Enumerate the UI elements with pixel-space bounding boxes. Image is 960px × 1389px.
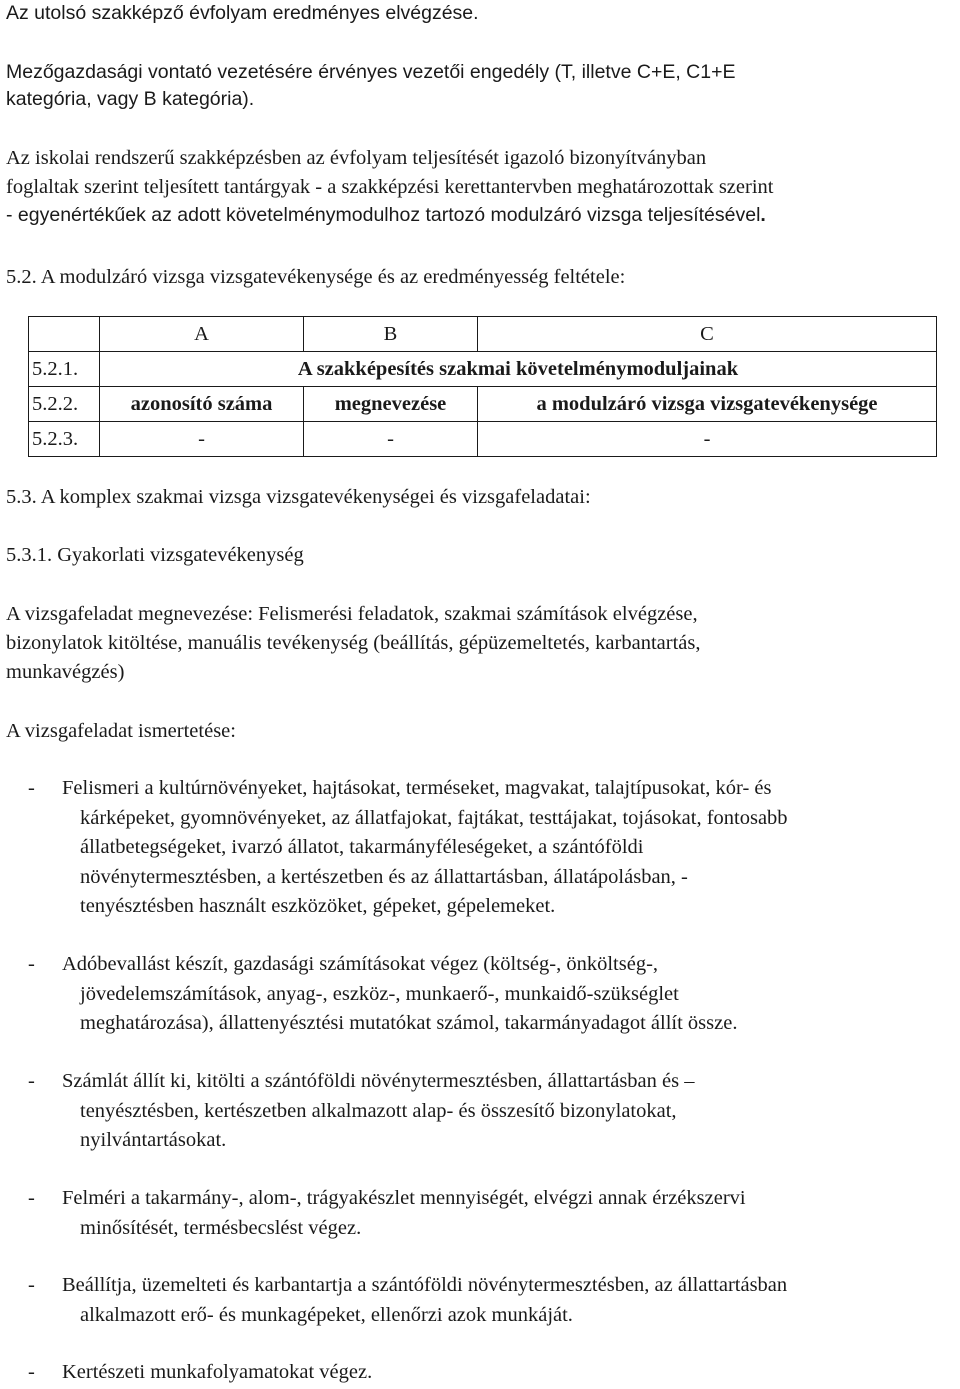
list-item bbox=[6, 774, 956, 922]
section-5-3-1-title: Gyakorlati vizsgatevékenység bbox=[57, 544, 304, 566]
table-row-2-num: 5.2.2. bbox=[29, 387, 100, 422]
table-row-3-c: - bbox=[478, 422, 937, 457]
bullet-1-line-4: növénytermesztésben, a kertészetben és az állattartásban, állatápolásban, - bbox=[80, 865, 688, 888]
bullet-1-line-1: Felismeri a kultúrnövényeket, hajtásokat, terméseket, magvakat, talajtípusokat, kór- és bbox=[62, 777, 772, 799]
table-row bbox=[29, 422, 937, 457]
task-name-line-1: A vizsgafeladat megnevezése: Felismerési feladatok, szakmai számítások elvégzése, bbox=[6, 603, 698, 625]
bullet-2-line-1: Adóbevallást készít, gazdasági számításokat végez (költség-, önköltség-, bbox=[62, 953, 659, 975]
bullet-5-line-1: Beállítja, üzemelteti és karbantartja a szántóföldi növénytermesztésben, az állattartásban bbox=[62, 1274, 788, 1296]
list-item bbox=[6, 950, 956, 1039]
section-5-2-title: A modulzáró vizsga vizsgatevékenysége és az eredményesség feltétele: bbox=[40, 266, 626, 288]
table-header-num bbox=[29, 317, 100, 352]
table-row-2-a: azonosító száma bbox=[100, 387, 304, 422]
bullet-6-line-1: Kertészeti munkafolyamatokat végez. bbox=[62, 1361, 373, 1383]
bullet-dash: - bbox=[28, 953, 35, 975]
bullet-1-line-5: tenyésztésben használt eszközöket, gépeket, gépelemeket. bbox=[80, 895, 556, 917]
section-5-3-1-heading bbox=[6, 542, 304, 568]
bullet-dash: - bbox=[28, 1361, 35, 1383]
table-row-3-b: - bbox=[304, 422, 478, 457]
header-line-3: kategória, vagy B kategória). bbox=[6, 88, 255, 110]
bullet-1-line-2: kárképeket, gyomnövényeket, az állatfajokat, fajtákat, testtájakat, tojásokat, fontosabb bbox=[80, 806, 788, 829]
bullet-dash: - bbox=[28, 777, 35, 799]
bullet-dash: - bbox=[28, 1187, 35, 1209]
module-exam-table bbox=[28, 316, 937, 457]
bullet-3-line-3: nyilvántartásokat. bbox=[80, 1129, 227, 1151]
paragraph-1-line-2: foglaltak szerint teljesített tantárgyak - a szakképzési kerettantervben meghatározottak szerint bbox=[6, 176, 774, 198]
paragraph-1-line-1: Az iskolai rendszerű szakképzésben az évfolyam teljesítését igazoló bizonyítványban bbox=[6, 147, 707, 169]
paragraph-1-line-3 bbox=[6, 202, 766, 228]
bullet-4-line-2: minősítését, termésbecslést végez. bbox=[80, 1216, 362, 1239]
table-row-3-a: - bbox=[100, 422, 304, 457]
table-row bbox=[29, 387, 937, 422]
section-5-3-heading bbox=[6, 484, 591, 510]
paragraph-1-end-mark: . bbox=[760, 204, 766, 226]
table-header-row bbox=[29, 317, 937, 352]
header-line-2: Mezőgazdasági vontató vezetésére érvényes vezetői engedély (T, illetve C+E, C1+E bbox=[6, 61, 736, 83]
bullet-3-line-2: tenyésztésben, kertészetben alkalmazott alap- és összesítő bizonylatokat, bbox=[80, 1099, 677, 1122]
list-item bbox=[6, 1067, 956, 1156]
bullet-dash: - bbox=[28, 1274, 35, 1296]
table-row-1-merged: A szakképesítés szakmai követelménymoduljainak bbox=[100, 352, 937, 387]
table-header-b: B bbox=[304, 317, 478, 352]
section-5-2-number: 5.2. bbox=[6, 266, 37, 288]
list-item bbox=[6, 1358, 956, 1388]
list-item bbox=[6, 1271, 956, 1330]
task-name-line-3: munkavégzés) bbox=[6, 661, 125, 683]
bullet-dash: - bbox=[28, 1070, 35, 1092]
paragraph-1-line-3-text: - egyenértékűek az adott követelménymodulhoz tartozó modulzáró vizsga teljesítésével bbox=[6, 204, 761, 226]
section-5-3-number: 5.3. bbox=[6, 486, 37, 508]
table-row-2-b: megnevezése bbox=[304, 387, 478, 422]
task-name-line-2: bizonylatok kitöltése, manuális tevékenység (beállítás, gépüzemeltetés, karbantartás, bbox=[6, 632, 701, 654]
section-5-3-1-number: 5.3.1. bbox=[6, 544, 53, 566]
section-5-2-heading bbox=[6, 264, 625, 290]
table-header-a: A bbox=[100, 317, 304, 352]
bullet-5-line-2: alkalmazott erő- és munkagépeket, ellenőrzi azok munkáját. bbox=[80, 1303, 573, 1326]
list-item bbox=[6, 1184, 956, 1243]
header-line-1: Az utolsó szakképző évfolyam eredményes elvégzése. bbox=[6, 2, 479, 24]
table-row-1-num: 5.2.1. bbox=[29, 352, 100, 387]
section-5-3-title: A komplex szakmai vizsga vizsgatevékenységei és vizsgafeladatai: bbox=[40, 486, 591, 508]
bullet-2-line-2: jövedelemszámítások, anyag-, eszköz-, munkaerő-, munkaidő-szükséglet bbox=[80, 982, 679, 1005]
table-header-c: C bbox=[478, 317, 937, 352]
bullet-3-line-1: Számlát állít ki, kitölti a szántóföldi növénytermesztésben, állattartásban és – bbox=[62, 1070, 695, 1092]
table-row-2-c: a modulzáró vizsga vizsgatevékenysége bbox=[478, 387, 937, 422]
table-row bbox=[29, 352, 937, 387]
table-row-3-num: 5.2.3. bbox=[29, 422, 100, 457]
bullet-4-line-1: Felméri a takarmány-, alom-, trágyakészlet mennyiségét, elvégzi annak érzékszervi bbox=[62, 1187, 746, 1209]
task-description-label: A vizsgafeladat ismertetése: bbox=[6, 720, 236, 742]
bullet-1-line-3: állatbetegségeket, ivarzó állatot, takarmányféleségeket, a szántóföldi bbox=[80, 836, 644, 858]
bullet-2-line-3: meghatározása), állattenyésztési mutatókat számol, takarmányadagot állít össze. bbox=[80, 1012, 738, 1034]
